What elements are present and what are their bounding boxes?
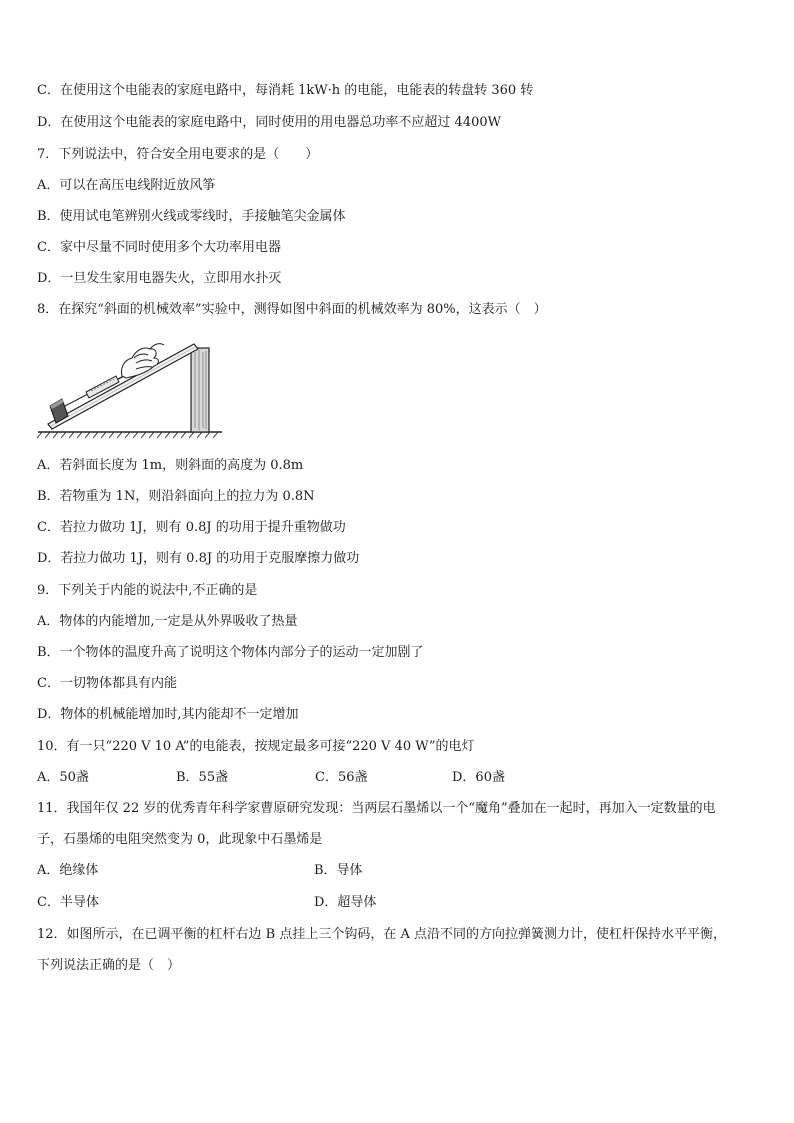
question-11-option-c: C．半导体 xyxy=(37,895,99,910)
question-11-option-b: B．导体 xyxy=(314,863,363,878)
question-11-option-a: A．绝缘体 xyxy=(37,863,99,878)
question-8-option-b: B．若物重为 1N，则沿斜面向上的拉力为 0.8N xyxy=(37,489,315,504)
incline-experiment-figure xyxy=(36,336,226,440)
question-8-option-c: C．若拉力做功 1J，则有 0.8J 的功用于提升重物做功 xyxy=(37,520,346,535)
question-9-option-a: A．物体的内能增加,一定是从外界吸收了热量 xyxy=(37,614,298,629)
question-8-option-a: A．若斜面长度为 1m，则斜面的高度为 0.8m xyxy=(37,458,304,473)
question-9-stem: 9．下列关于内能的说法中,不正确的是 xyxy=(37,583,258,598)
question-9-option-b: B．一个物体的温度升高了说明这个物体内部分子的运动一定加剧了 xyxy=(37,645,424,660)
question-7-option-a: A．可以在高压电线附近放风筝 xyxy=(37,178,216,193)
question-9-option-c: C．一切物体都具有内能 xyxy=(37,676,177,691)
question-8-stem: 8．在探究“斜面的机械效率”实验中，测得如图中斜面的机械效率为 80%，这表示（ ） xyxy=(37,302,547,317)
line-q6-option-d: D．在使用这个电能表的家庭电路中，同时使用的用电器总功率不应超过 4400W xyxy=(37,115,502,130)
question-10-option-d: D．60盏 xyxy=(452,770,505,785)
question-7-option-b: B．使用试电笔辨别火线或零线时，手接触笔尖金属体 xyxy=(37,209,346,224)
line-q6-option-c: C．在使用这个电能表的家庭电路中，每消耗 1kW·h 的电能，电能表的转盘转 360 转 xyxy=(37,83,534,98)
ground-hatching xyxy=(37,432,218,438)
question-10-option-c: C．56盏 xyxy=(315,770,368,785)
question-7-stem: 7．下列说法中，符合安全用电要求的是（ ） xyxy=(37,147,319,162)
question-9-option-d: D．物体的机械能增加时,其内能却不一定增加 xyxy=(37,707,299,722)
question-10-stem: 10．有一只“220 V 10 A”的电能表，按规定最多可接“220 V 40 W”的电灯 xyxy=(37,739,475,754)
question-7-option-c: C．家中尽量不同时使用多个大功率用电器 xyxy=(37,240,281,255)
question-11-option-d: D．超导体 xyxy=(314,895,377,910)
question-12-stem-line-2: 下列说法正确的是（ ） xyxy=(37,958,181,973)
question-12-stem-line-1: 12．如图所示，在已调平衡的杠杆右边 B 点挂上三个钩码，在 A 点沿不同的方向拉弹簧测力计，使杠杆保持水平平衡， xyxy=(37,927,727,942)
question-8-option-d: D．若拉力做功 1J，则有 0.8J 的功用于克服摩擦力做功 xyxy=(37,551,360,566)
hand-icon xyxy=(121,344,164,378)
question-11-stem-line-1: 11．我国年仅 22 岁的优秀青年科学家曹原研究发现：当两层石墨烯以一个“魔角”叠加在一起时，再加入一定数量的电 xyxy=(37,801,716,816)
question-7-option-d: D．一旦发生家用电器失火，立即用水扑灭 xyxy=(37,271,282,286)
question-11-stem-line-2: 子，石墨烯的电阻突然变为 0，此现象中石墨烯是 xyxy=(37,832,323,847)
question-10-option-b: B．55盏 xyxy=(176,770,229,785)
question-10-option-a: A．50盏 xyxy=(37,770,89,785)
